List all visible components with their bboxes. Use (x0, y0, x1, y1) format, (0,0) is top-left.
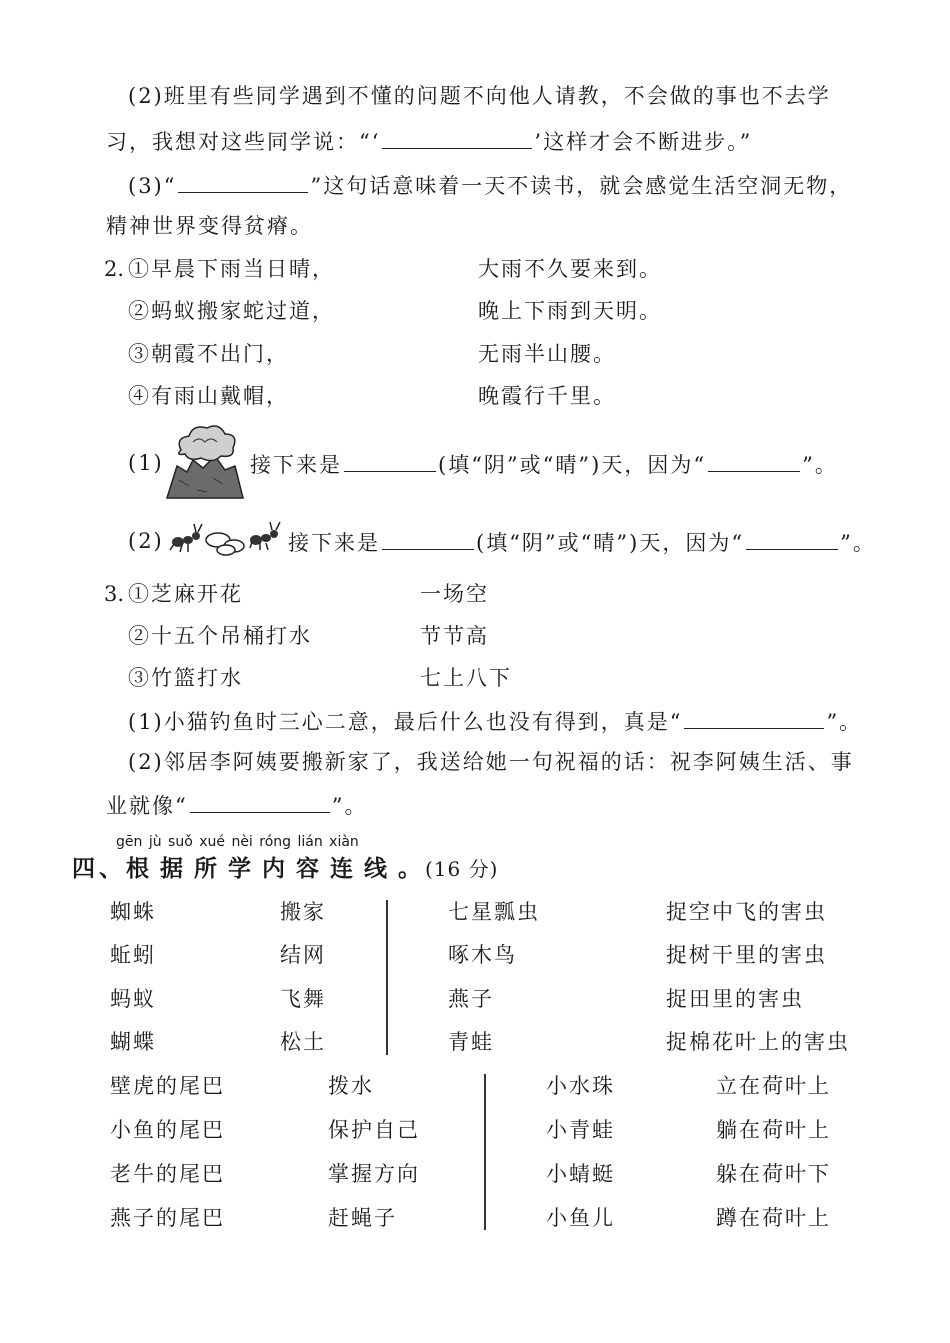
match2-col2-item-3[interactable]: 掌握方向 (328, 1162, 420, 1186)
q2-right-2: 晚上下雨到天明。 (478, 299, 662, 323)
q2-left-2: ②蚂蚁搬家蛇过道， (128, 299, 335, 323)
q3-left-1: ①芝麻开花 (128, 582, 243, 606)
q1-item2-answer-blank[interactable] (382, 126, 532, 149)
q2-sub1-reason-blank[interactable] (708, 449, 800, 472)
q3-sub1-pre: (1)小猫钓鱼时三心二意，最后什么也没有得到，真是“ (128, 710, 683, 734)
q3-right-1: 一场空 (420, 582, 489, 606)
match1-col2-item-4[interactable]: 松土 (280, 1030, 326, 1054)
q3-sub1-post: ”。 (826, 710, 863, 734)
q3-sub1-answer-blank[interactable] (684, 706, 824, 729)
match2-col4-item-3[interactable]: 躲在荷叶下 (716, 1162, 831, 1186)
q1-item3-answer-blank[interactable] (178, 170, 308, 193)
q3-left-3: ③竹篮打水 (128, 666, 243, 690)
match1-col2-item-1[interactable]: 搬家 (280, 900, 326, 924)
match1-col1-item-2[interactable]: 蚯蚓 (110, 943, 156, 967)
q1-item3-post: ”这句话意味着一天不读书，就会感觉生活空洞无物， (310, 174, 853, 198)
q2-left-3: ③朝霞不出门， (128, 342, 289, 366)
q3-right-3: 七上八下 (420, 666, 512, 690)
q2-sub2-mid: (填“阴”或“晴”)天，因为“ (476, 531, 745, 555)
match2-col1-item-4[interactable]: 燕子的尾巴 (110, 1206, 225, 1230)
q3-sub2-answer-blank[interactable] (190, 790, 330, 813)
match1-divider (386, 900, 388, 1055)
match2-divider (484, 1074, 486, 1230)
cloud-capped-mountain-picture (163, 420, 245, 500)
section4-heading (72, 854, 498, 884)
q1-item2-line2-post: ’这样才会不断进步。” (534, 130, 753, 154)
match2-col4-item-4[interactable]: 蹲在荷叶上 (716, 1206, 831, 1230)
q2-number: 2. (104, 257, 125, 281)
match1-col4-item-1[interactable]: 捉空中飞的害虫 (666, 900, 827, 924)
match1-col4-item-2[interactable]: 捉树干里的害虫 (666, 943, 827, 967)
match1-col2-item-2[interactable]: 结网 (280, 943, 326, 967)
match2-col1-item-3[interactable]: 老牛的尾巴 (110, 1162, 225, 1186)
q3-left-2: ②十五个吊桶打水 (128, 624, 312, 648)
q2-sub1-pre: 接下来是 (250, 453, 342, 477)
q3-right-2: 节节高 (420, 624, 489, 648)
match2-col1-item-1[interactable]: 壁虎的尾巴 (110, 1074, 225, 1098)
q1-item2-line1: (2)班里有些同学遇到不懂的问题不向他人请教，不会做的事也不去学 (128, 84, 831, 108)
match2-col4-item-2[interactable]: 躺在荷叶上 (716, 1118, 831, 1142)
section4-score: (16 分) (425, 857, 499, 881)
q2-sub1-line (250, 449, 838, 479)
match2-col3-item-4[interactable]: 小鱼儿 (546, 1206, 615, 1230)
q2-sub2-post: ”。 (840, 531, 876, 555)
q3-sub2-line2-post: ”。 (331, 794, 368, 818)
match1-col3-item-4[interactable]: 青蛙 (448, 1030, 494, 1054)
q2-sub2-number: (2) (128, 529, 164, 553)
match2-col2-item-1[interactable]: 拨水 (328, 1074, 374, 1098)
match1-col3-item-3[interactable]: 燕子 (448, 987, 494, 1011)
q2-sub2-reason-blank[interactable] (746, 527, 838, 550)
q1-item3-line2: 精神世界变得贫瘠。 (106, 214, 313, 238)
q2-sub1-mid: (填“阴”或“晴”)天，因为“ (438, 453, 707, 477)
match1-col3-item-1[interactable]: 七星瓢虫 (448, 900, 540, 924)
q2-sub2-weather-blank[interactable] (382, 527, 474, 550)
section4-pinyin: gēn jù suǒ xué nèi róng lián xiàn (116, 834, 359, 850)
match1-col1-item-3[interactable]: 蚂蚁 (110, 987, 156, 1011)
ants-moving-picture (160, 516, 286, 564)
q2-right-1: 大雨不久要来到。 (478, 257, 662, 281)
match1-col4-item-4[interactable]: 捉棉花叶上的害虫 (666, 1030, 850, 1054)
q3-sub2-line2 (106, 790, 368, 820)
match2-col3-item-3[interactable]: 小蜻蜓 (546, 1162, 615, 1186)
q1-item2-line2 (106, 126, 752, 156)
match2-col2-item-2[interactable]: 保护自己 (328, 1118, 420, 1142)
q2-sub1-weather-blank[interactable] (344, 449, 436, 472)
match1-col3-item-2[interactable]: 啄木鸟 (448, 943, 517, 967)
q1-item3-line1 (128, 170, 852, 200)
q1-item3-pre: (3)“ (128, 174, 177, 198)
section4-title-suffix: 。 (398, 855, 425, 882)
match2-col2-item-4[interactable]: 赶蝇子 (328, 1206, 397, 1230)
match2-col1-item-2[interactable]: 小鱼的尾巴 (110, 1118, 225, 1142)
section4-prefix: 四、 (72, 855, 126, 882)
q3-sub2-line1: (2)邻居李阿姨要搬新家了，我送给她一句祝福的话：祝李阿姨生活、事 (128, 750, 854, 774)
q2-left-4: ④有雨山戴帽， (128, 384, 289, 408)
match1-col1-item-1[interactable]: 蜘蛛 (110, 900, 156, 924)
q2-sub1-number: (1) (128, 451, 164, 475)
match2-col3-item-2[interactable]: 小青蛙 (546, 1118, 615, 1142)
q2-sub2-line (288, 527, 876, 557)
match2-col3-item-1[interactable]: 小水珠 (546, 1074, 615, 1098)
section4-title: 根据所学内容连线 (126, 855, 398, 882)
q2-right-4: 晚霞行千里。 (478, 384, 616, 408)
match1-col1-item-4[interactable]: 蝴蝶 (110, 1030, 156, 1054)
q3-number: 3. (104, 582, 125, 606)
q3-sub2-line2-pre: 业就像“ (106, 794, 188, 818)
q2-sub1-post: ”。 (802, 453, 838, 477)
q1-item2-line2-pre: 习，我想对这些同学说：“‘ (106, 130, 381, 154)
match1-col4-item-3[interactable]: 捉田里的害虫 (666, 987, 804, 1011)
match2-col4-item-1[interactable]: 立在荷叶上 (716, 1074, 831, 1098)
q2-left-1: ①早晨下雨当日晴， (128, 257, 335, 281)
match1-col2-item-3[interactable]: 飞舞 (280, 987, 326, 1011)
q2-sub2-pre: 接下来是 (288, 531, 380, 555)
q2-right-3: 无雨半山腰。 (478, 342, 616, 366)
q3-sub1-line (128, 706, 862, 736)
